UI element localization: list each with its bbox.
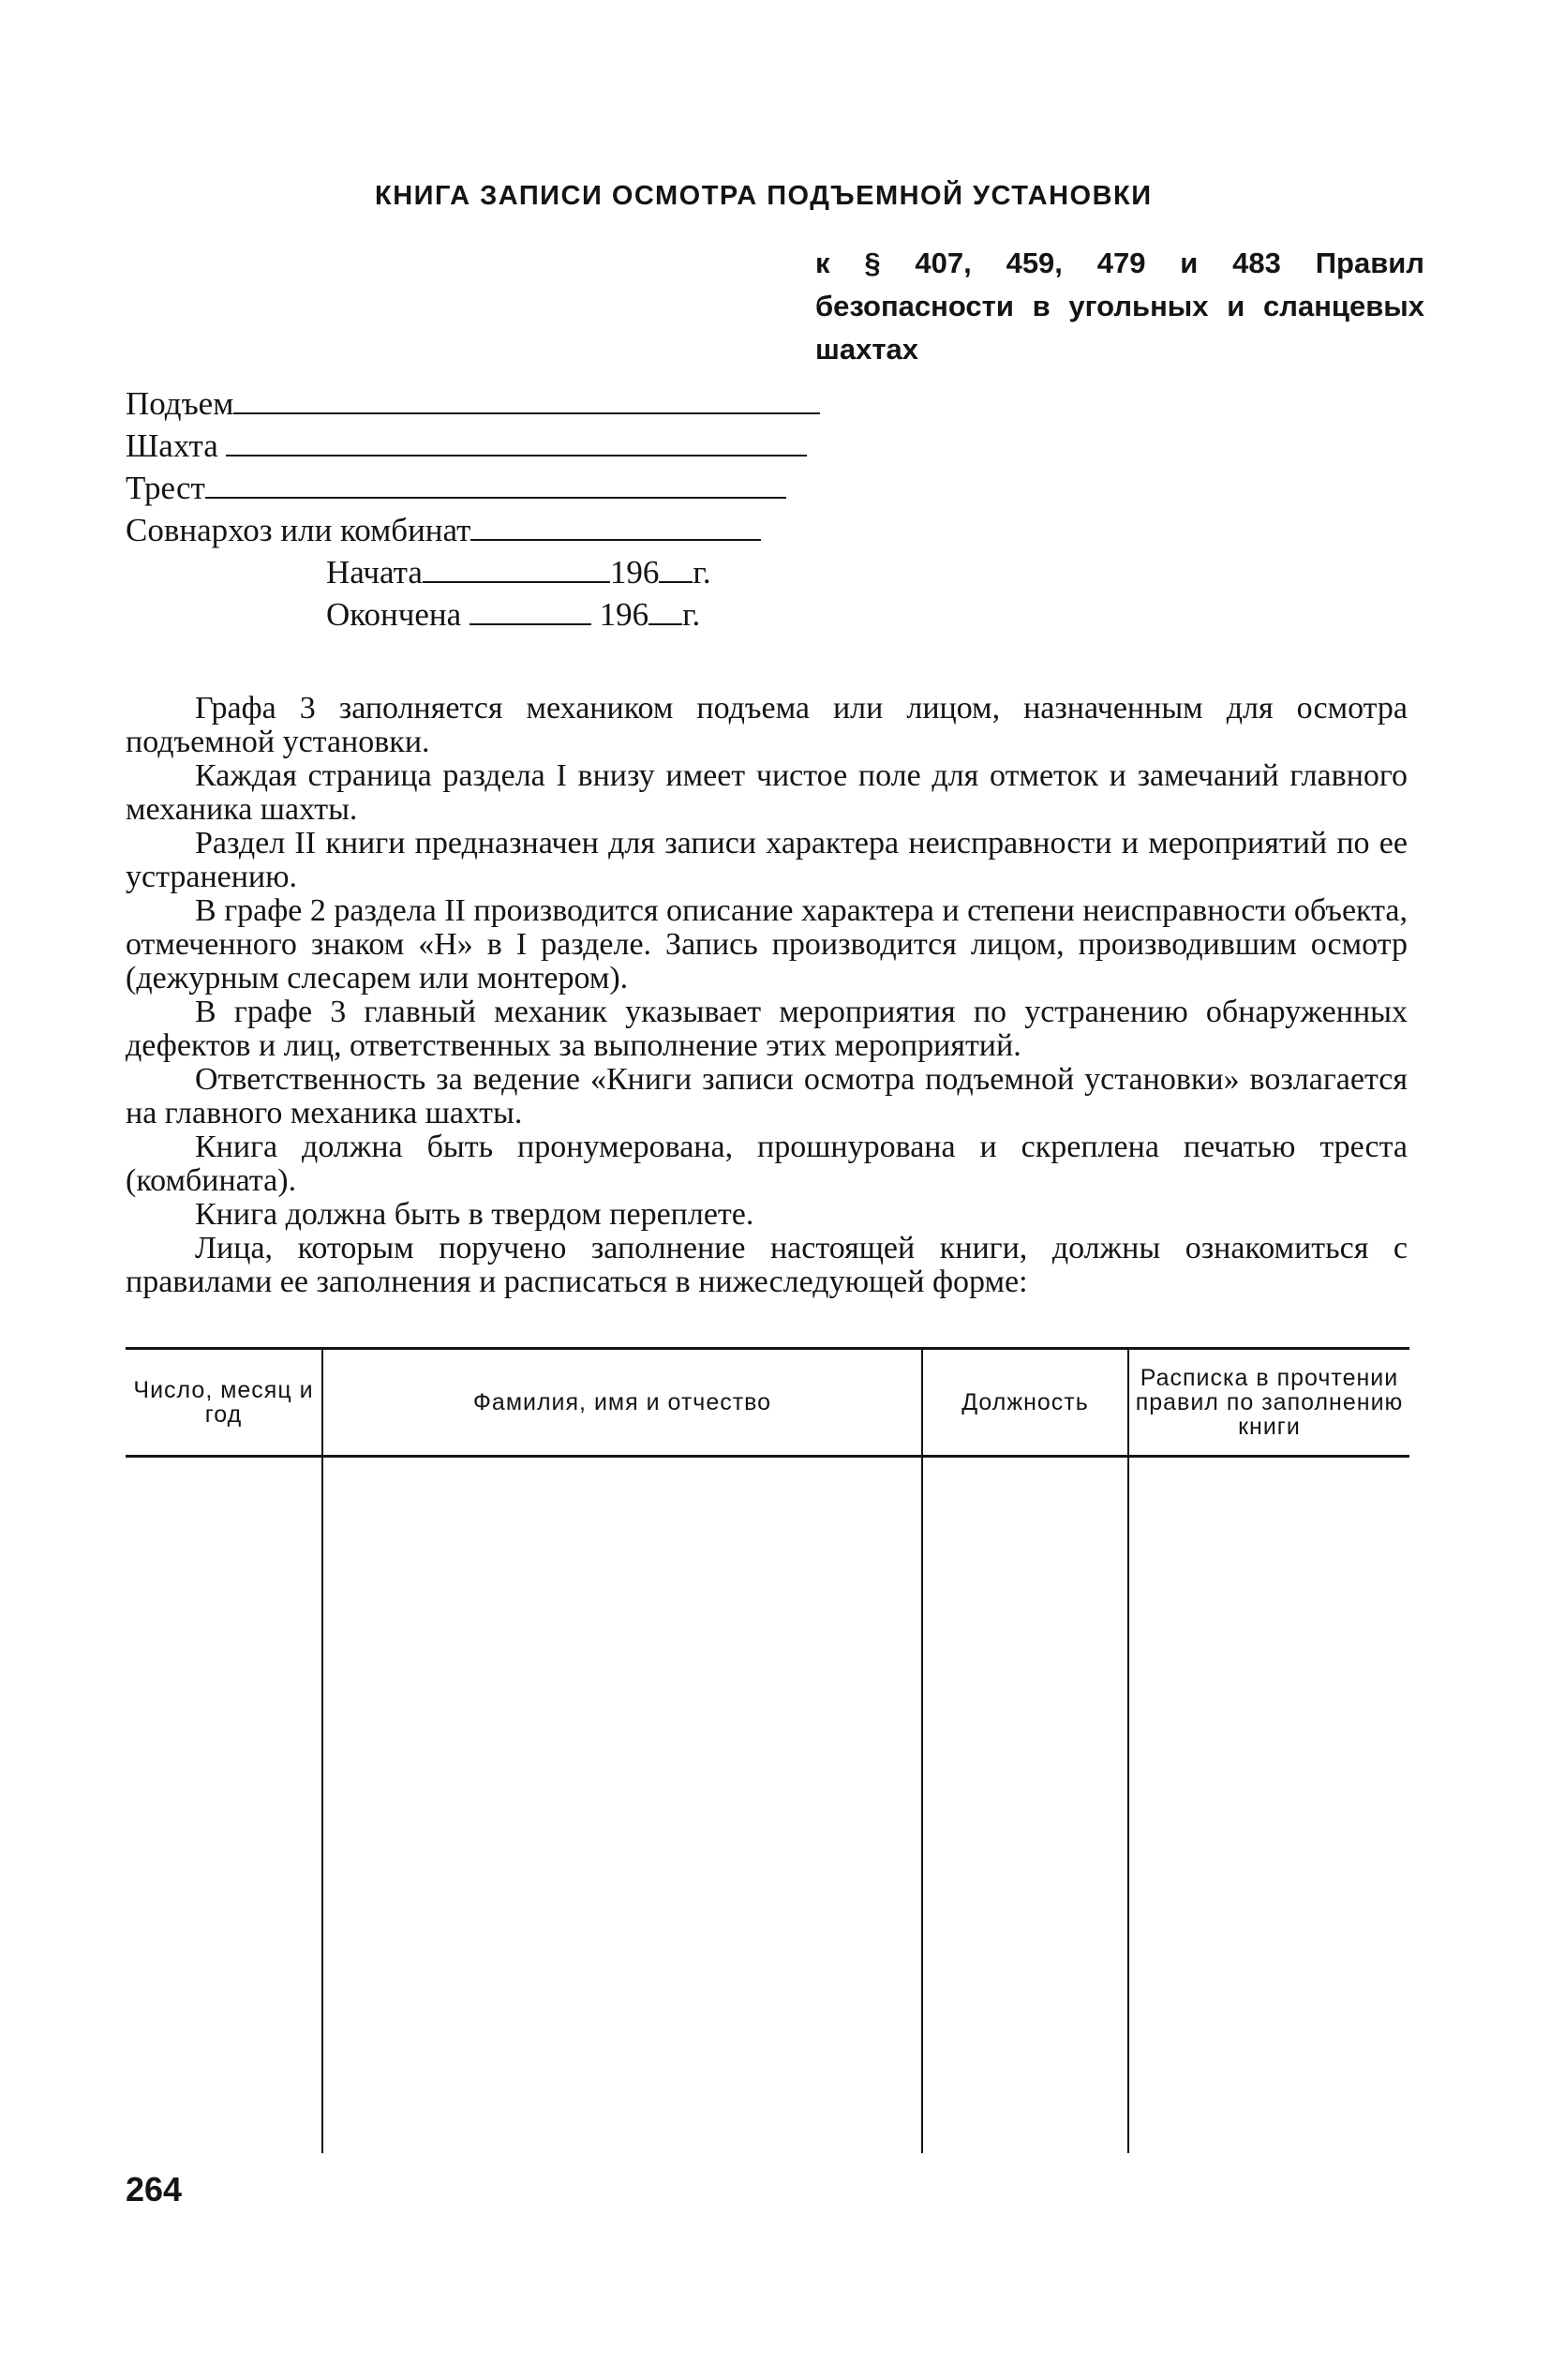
- header-full-name: Фамилия, имя и отчество: [322, 1349, 922, 1457]
- signature-table: [126, 1347, 1409, 2153]
- field-trust-label: Трест: [126, 470, 205, 506]
- field-finished-year-line: [648, 595, 682, 625]
- instructions-text: [126, 692, 1408, 1299]
- header-signature: Расписка в прочтении правил по заполнению книги: [1128, 1349, 1409, 1457]
- table-row: [126, 1457, 1409, 2154]
- instruction-paragraph: Лица, которым поручено заполнение настоящей книги, должны ознакомиться с правилами ее заполнения и расписаться в нижеследующей форме:: [126, 1231, 1408, 1299]
- cell-full-name[interactable]: [322, 1457, 922, 2154]
- field-mine-label: Шахта: [126, 427, 218, 464]
- header-position: Должность: [922, 1349, 1128, 1457]
- instruction-paragraph: Раздел II книги предназначен для записи характера неисправности и мероприятий по ее устранению.: [126, 826, 1408, 894]
- field-finished: [326, 595, 700, 634]
- cell-position[interactable]: [922, 1457, 1128, 2154]
- field-trust: [126, 469, 786, 507]
- field-sovnarkhoz-line: [470, 511, 761, 541]
- field-finished-year-suffix: г.: [682, 596, 701, 633]
- page-number: 264: [126, 2170, 183, 2208]
- field-started-year: 196: [609, 554, 660, 591]
- table-header-row: [126, 1349, 1409, 1457]
- field-mine: [126, 427, 807, 465]
- cell-signature[interactable]: [1128, 1457, 1409, 2154]
- field-sovnarkhoz: [126, 511, 761, 549]
- field-finished-year: 196: [599, 596, 649, 633]
- field-started-line: [423, 553, 610, 583]
- field-started: [326, 553, 711, 591]
- field-mine-line: [226, 427, 807, 457]
- field-lift-label: Подъем: [126, 385, 234, 422]
- field-lift: [126, 384, 820, 423]
- field-started-year-suffix: г.: [693, 554, 711, 591]
- rules-reference: к § 407, 459, 479 и 483 Правил безопасности в угольных и сланцевых шахтах: [815, 247, 1424, 366]
- field-finished-line: [469, 595, 591, 625]
- instruction-paragraph: Каждая страница раздела I внизу имеет чистое поле для отметок и замечаний главного механика шахты.: [126, 758, 1408, 827]
- header-date: Число, месяц и год: [126, 1349, 322, 1457]
- field-started-year-line: [659, 553, 693, 583]
- cell-date[interactable]: [126, 1457, 322, 2154]
- field-lift-line: [233, 384, 820, 414]
- document-title: КНИГА ЗАПИСИ ОСМОТРА ПОДЪЕМНОЙ УСТАНОВКИ: [375, 181, 1153, 211]
- field-finished-label: Окончена: [326, 596, 462, 633]
- field-sovnarkhoz-label: Совнархоз или комбинат: [126, 512, 471, 548]
- instruction-paragraph: Ответственность за ведение «Книги записи осмотра подъемной установки» возлагается на главного механика шахты.: [126, 1062, 1408, 1130]
- instruction-paragraph: Книга должна быть в твердом переплете.: [195, 1197, 754, 1232]
- field-started-label: Начата: [326, 554, 423, 591]
- instruction-paragraph: В графе 2 раздела II производится описание характера и степени неисправности объекта, отмеченного знаком «Н» в I разделе. Запись производится лицом, производившим осмотр (дежурным слесарем или монтером).: [126, 893, 1408, 995]
- instruction-paragraph: В графе 3 главный механик указывает мероприятия по устранению обнаруженных дефектов и лиц, ответственных за выполнение этих мероприятий.: [126, 995, 1408, 1063]
- field-trust-line: [205, 469, 786, 499]
- instruction-paragraph: Графа 3 заполняется механиком подъема или лицом, назначенным для осмотра подъемной установки.: [126, 691, 1408, 759]
- instruction-paragraph: Книга должна быть пронумерована, прошнурована и скреплена печатью треста (комбината).: [126, 1130, 1408, 1198]
